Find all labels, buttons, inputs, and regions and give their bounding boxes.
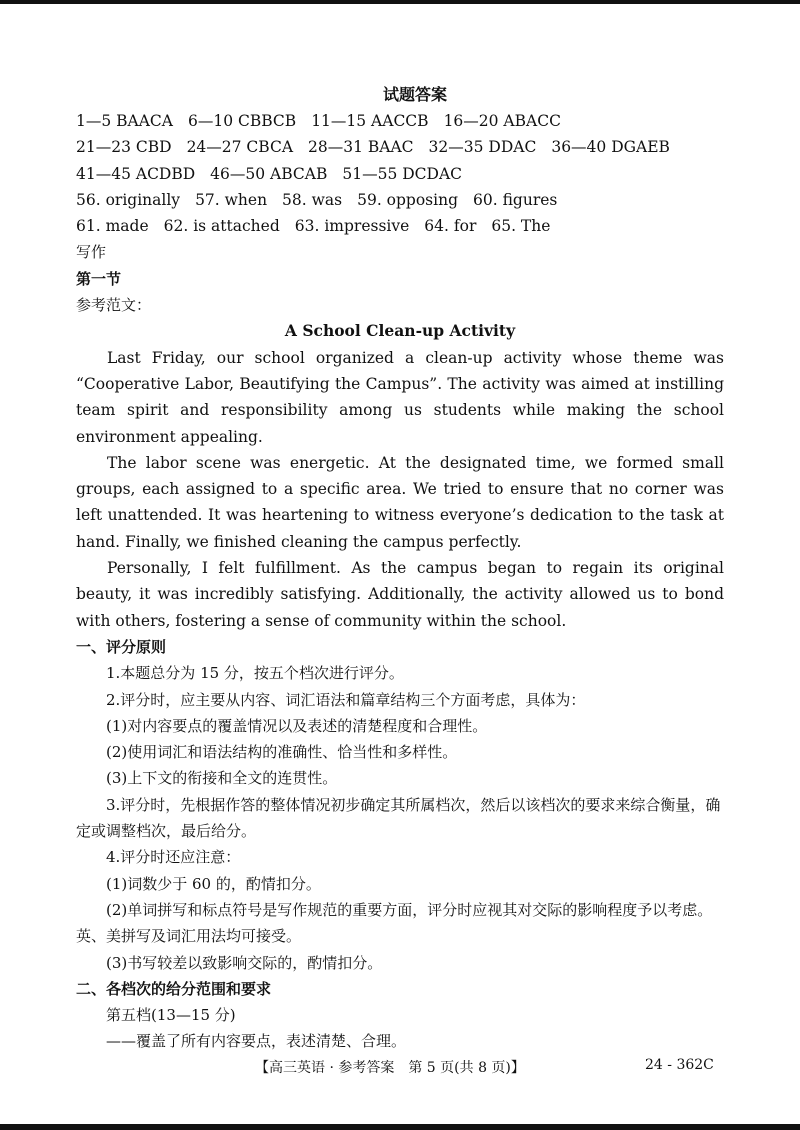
answer-item: 64. for xyxy=(424,217,477,236)
answer-group: 46—50 ABCAB xyxy=(210,164,328,183)
principle-item: 1.本题总分为 15 分，按五个档次进行评分。 xyxy=(106,664,404,683)
principle-item: (2)单词拼写和标点符号是写作规范的重要方面，评分时应视其对交际的影响程度予以考虑。英、美拼写及词汇用法均可接受。 xyxy=(76,900,713,946)
answer-item: 58. was xyxy=(282,190,343,209)
sample-label: 参考范文： xyxy=(76,296,152,315)
answer-group: 32—35 DDAC xyxy=(428,138,537,157)
principle-item: 2.评分时，应主要从内容、词汇语法和篇章结构三个方面考虑，具体为： xyxy=(106,690,586,709)
answer-item: 62. is attached xyxy=(163,217,280,236)
principles-heading: 一、评分原则 xyxy=(76,637,167,656)
answer-row-2 xyxy=(76,134,724,160)
answer-row-5 xyxy=(76,213,724,239)
answer-page xyxy=(76,82,724,1055)
page-title: 试题答案 xyxy=(382,85,447,104)
answer-row-1 xyxy=(76,108,724,134)
answer-group: 36—40 DGAEB xyxy=(551,138,670,157)
level5-label: 第五档(13—15 分) xyxy=(106,1006,236,1025)
answer-item: 60. figures xyxy=(473,190,558,209)
answer-row-3 xyxy=(76,161,724,187)
answer-item: 56. originally xyxy=(76,190,181,209)
answer-group: 16—20 ABACC xyxy=(443,112,561,130)
answer-item: 61. made xyxy=(76,217,149,236)
principle-item: (3)上下文的衔接和全文的连贯性。 xyxy=(106,769,338,788)
answer-row-4 xyxy=(76,187,724,213)
principle-item: 3.评分时，先根据作答的整体情况初步确定其所属档次，然后以该档次的要求来综合衡量，确定或调整档次，最后给分。 xyxy=(76,795,721,841)
answer-group: 11—15 AACCB xyxy=(311,112,429,130)
essay-title: A School Clean-up Activity xyxy=(284,321,516,341)
answer-group: 51—55 DCDAC xyxy=(342,164,463,183)
essay-paragraph-2: The labor scene was energetic. At the designated time, we formed small groups, each assigned to a specific area. We tried to ensure that no corner was left unattended. It was heartening to witness everyone’s dedication to the task at hand. Finally, we finished cleaning the campus perfectly. xyxy=(76,453,724,551)
top-border xyxy=(0,0,800,4)
answer-item: 65. The xyxy=(491,217,551,236)
footer-code: 24 - 362C xyxy=(645,1057,714,1073)
principle-item: (1)词数少于 60 的，酌情扣分。 xyxy=(106,874,321,893)
section-label: 第一节 xyxy=(76,269,122,288)
answer-item: 57. when xyxy=(195,190,268,209)
levels-heading: 二、各档次的给分范围和要求 xyxy=(76,979,272,998)
principle-item: (2)使用词汇和语法结构的准确性、恰当性和多样性。 xyxy=(106,743,458,762)
answer-key xyxy=(76,108,724,239)
bottom-border xyxy=(0,1124,800,1130)
writing-label: 写作 xyxy=(76,243,107,262)
answer-group: 24—27 CBCA xyxy=(186,138,294,157)
answer-group: 6—10 CBBCB xyxy=(187,112,297,130)
essay-paragraph-3: Personally, I felt fulfillment. As the campus began to regain its original beauty, it was incredibly satisfying. Additionally, the activity allowed us to bond with others, fostering a sense of community within the school. xyxy=(76,559,724,630)
footer-page-info: 【高三英语 · 参考答案 第 5 页(共 8 页)】 xyxy=(255,1060,525,1076)
answer-group: 28—31 BAAC xyxy=(308,138,414,157)
principle-item: (1)对内容要点的覆盖情况以及表述的清楚程度和合理性。 xyxy=(106,716,488,735)
page-footer xyxy=(0,1057,800,1081)
answer-item: 59. opposing xyxy=(357,190,458,209)
answer-group: 1—5 BAACA xyxy=(76,112,173,130)
principle-item: 4.评分时还应注意： xyxy=(106,848,241,867)
answer-group: 21—23 CBD xyxy=(76,138,172,157)
answer-item: 63. impressive xyxy=(294,217,410,236)
principle-item: (3)书写较差以致影响交际的，酌情扣分。 xyxy=(106,953,383,972)
essay-paragraph-1: Last Friday, our school organized a clean-up activity whose theme was “Cooperative Labor, Beautifying the Campus”. The activity was aimed at instilling team spirit and responsibility among us students while making the school environment appealing. xyxy=(76,348,724,446)
answer-group: 41—45 ACDBD xyxy=(76,164,196,183)
level5-description: ——覆盖了所有内容要点，表述清楚、合理。 xyxy=(106,1032,407,1051)
